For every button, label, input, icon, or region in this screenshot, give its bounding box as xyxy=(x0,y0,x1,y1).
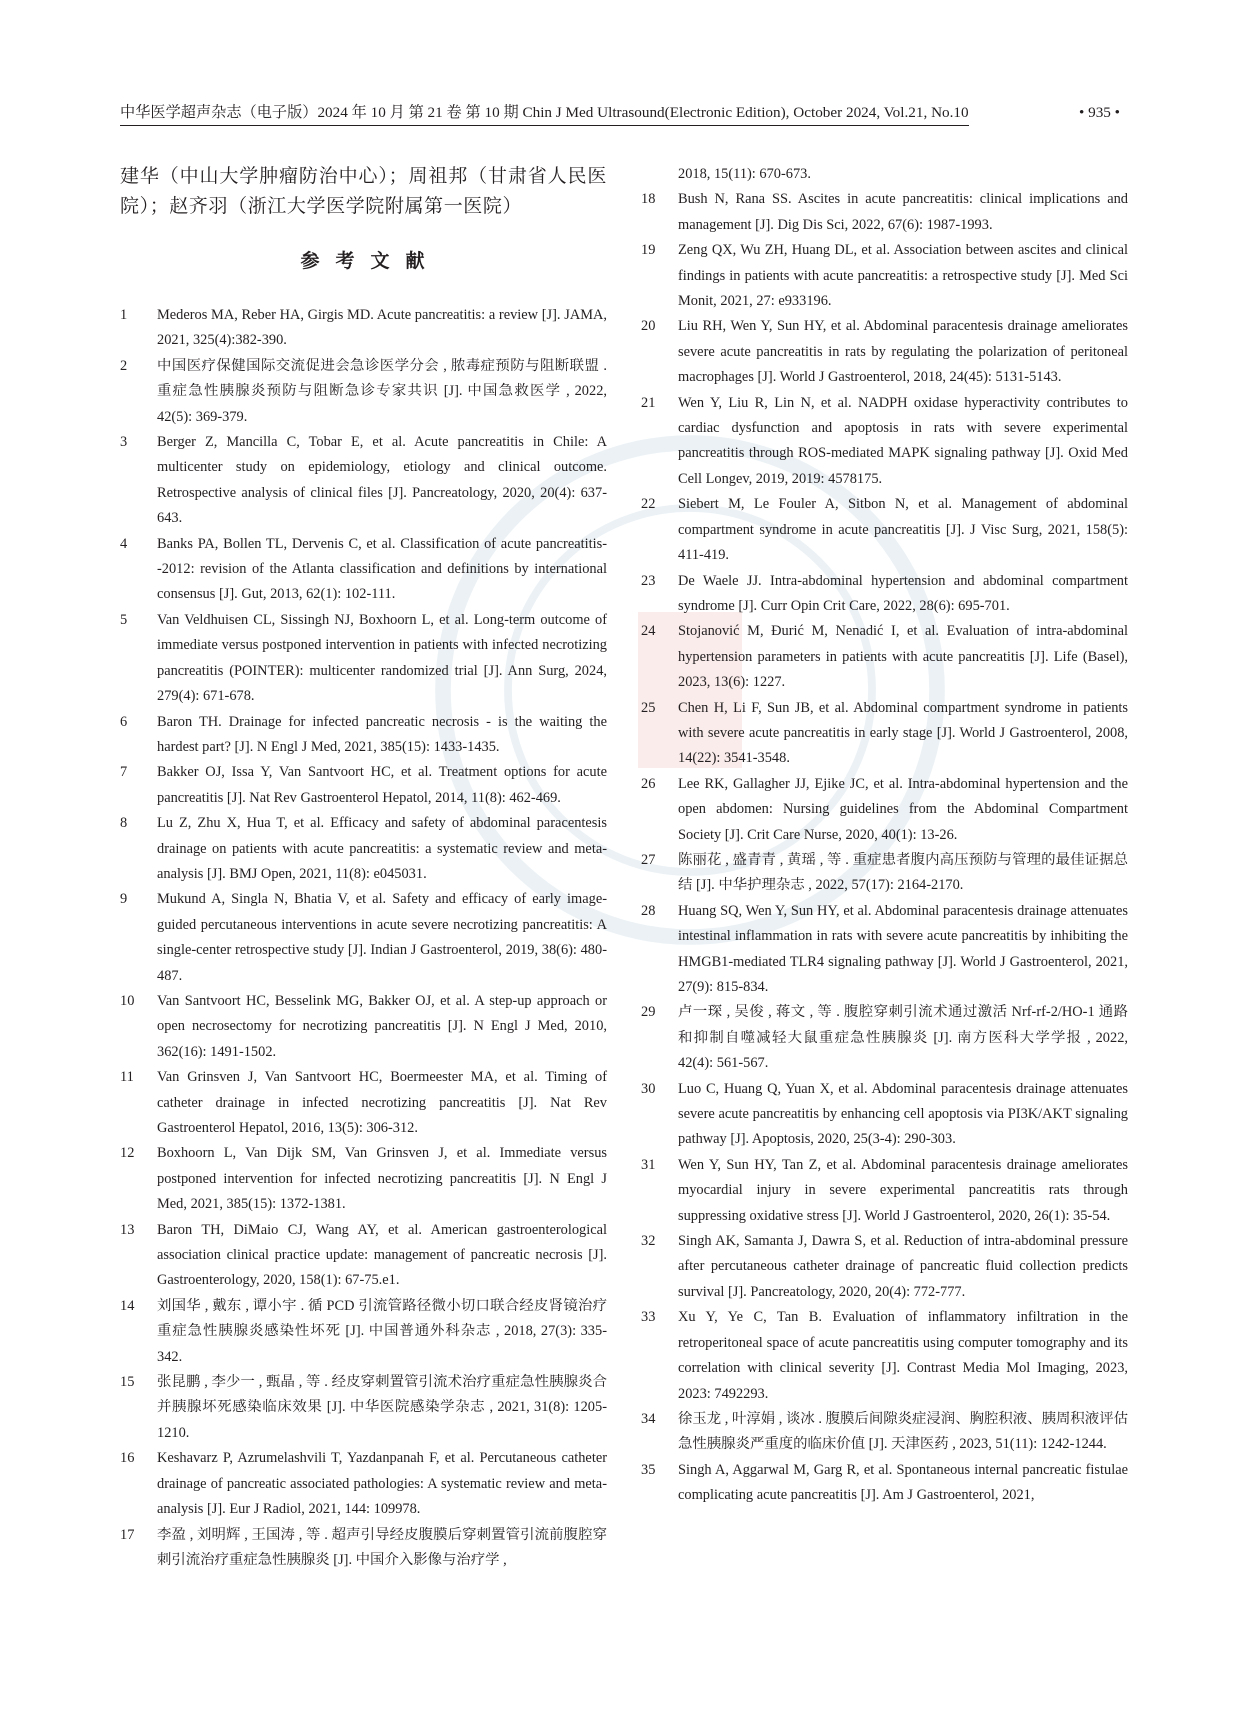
running-header xyxy=(120,103,1120,126)
reference-number: 22 xyxy=(641,496,656,513)
right-column xyxy=(641,162,1128,1509)
reference-item xyxy=(120,303,607,354)
reference-text: Keshavarz P, Azrumelashvili T, Yazdanpanah F, et al. Percutaneous catheter drainage of pancreatic associated pathologies: A systematic review and meta-analysis [J]. Eur J Radiol, 2021, 144: 109978. xyxy=(157,1450,607,1518)
reference-text: Liu RH, Wen Y, Sun HY, et al. Abdominal paracentesis drainage ameliorates severe acute pancreatitis in rats by regulating the polarization of peritoneal macrophages [J]. World J Gastroenterol, 2018, 24(45): 5131-5143. xyxy=(678,318,1128,386)
reference-item xyxy=(120,608,607,710)
reference-text: Bush N, Rana SS. Ascites in acute pancreatitis: clinical implications and management [J]. Dig Dis Sci, 2022, 67(6): 1987-1993. xyxy=(678,191,1128,233)
reference-item xyxy=(641,899,1128,1001)
reference-text: Wen Y, Liu R, Lin N, et al. NADPH oxidase hyperactivity contributes to cardiac dysfunction and apoptosis in rats with severe experimental pancreatitis through ROS-mediated MAPK signaling pathway [J]. Oxid Med Cell Longev, 2019, 2019: 4578175. xyxy=(678,394,1128,487)
reference-number: 20 xyxy=(641,318,656,335)
reference-list-right xyxy=(641,162,1128,1509)
reference-item xyxy=(120,1370,607,1446)
reference-item xyxy=(641,1153,1128,1229)
reference-item xyxy=(641,391,1128,493)
reference-number: 2 xyxy=(120,357,128,374)
reference-text: 李盈 , 刘明辉 , 王国涛 , 等 . 超声引导经皮腹膜后穿刺置管引流前腹腔穿刺引流治疗重症急性胰腺炎 [J]. 中国介入影像与治疗学 , xyxy=(157,1526,607,1568)
reference-number: 25 xyxy=(641,699,656,716)
reference-number: 30 xyxy=(641,1080,656,1097)
reference-number: 31 xyxy=(641,1156,656,1173)
reference-item xyxy=(120,760,607,811)
reference-list-left xyxy=(120,303,607,1573)
reference-text: Zeng QX, Wu ZH, Huang DL, et al. Association between ascites and clinical findings in patients with acute pancreatitis: a retrospective study [J]. Med Sci Monit, 2021, 27: e933196. xyxy=(678,242,1128,310)
reference-text: Baron TH, DiMaio CJ, Wang AY, et al. American gastroenterological association clinical practice update: management of pancreatic necrosis [J]. Gastroenterology, 2020, 158(1): 67-75.e1. xyxy=(157,1221,607,1289)
reference-number: 6 xyxy=(120,713,128,730)
journal-header: 中华医学超声杂志（电子版）2024 年 10 月 第 21 卷 第 10 期 Chin J Med Ultrasound(Electronic Edition), October 2024, Vol.21, No.10 xyxy=(120,103,969,126)
reference-item xyxy=(641,1229,1128,1305)
reference-number: 16 xyxy=(120,1450,135,1467)
reference-text: De Waele JJ. Intra-abdominal hypertension and abdominal compartment syndrome [J]. Curr Opin Crit Care, 2022, 28(6): 695-701. xyxy=(678,572,1128,614)
reference-text: 卢一琛 , 吴俊 , 蒋文 , 等 . 腹腔穿刺引流术通过激活 Nrf-rf-2/HO-1 通路和抑制自噬减轻大鼠重症急性胰腺炎 [J]. 南方医科大学学报 , 2022, 42(4): 561-567. xyxy=(678,1004,1128,1072)
page-number: • 935 • xyxy=(1078,104,1120,121)
reference-text: Van Santvoort HC, Besselink MG, Bakker OJ, et al. A step-up approach or open necrosectomy for necrotizing pancreatitis [J]. N Engl J Med, 2010, 362(16): 1491-1502. xyxy=(157,992,607,1060)
reference-item xyxy=(120,1065,607,1141)
reference-item xyxy=(641,187,1128,238)
reference-text: 张昆鹏 , 李少一 , 甄晶 , 等 . 经皮穿刺置管引流术治疗重症急性胰腺炎合并胰腺坏死感染临床效果 [J]. 中华医院感染学杂志 , 2021, 31(8): 1205-1210. xyxy=(157,1374,607,1441)
reference-number: 12 xyxy=(120,1145,135,1162)
reference-item xyxy=(120,887,607,989)
reference-item xyxy=(641,696,1128,772)
reference-text: 陈丽花 , 盛青青 , 黄瑶 , 等 . 重症患者腹内高压预防与管理的最佳证据总结 [J]. 中华护理杂志 , 2022, 57(17): 2164-2170. xyxy=(678,851,1128,894)
reference-item xyxy=(641,314,1128,390)
reference-number: 18 xyxy=(641,191,656,208)
reference-item xyxy=(120,1141,607,1217)
reference-text: Lu Z, Zhu X, Hua T, et al. Efficacy and safety of abdominal paracentesis drainage on patients with acute pancreatitis: a systematic review and meta-analysis [J]. BMJ Open, 2021, 11(8): e045031. xyxy=(157,815,607,882)
reference-item xyxy=(120,811,607,887)
reference-item xyxy=(641,1000,1128,1076)
reference-item xyxy=(120,1294,607,1370)
reference-number: 10 xyxy=(120,992,135,1009)
reference-item xyxy=(120,1446,607,1522)
reference-number: 15 xyxy=(120,1374,135,1391)
reference-text: 中国医疗保健国际交流促进会急诊医学分会 , 脓毒症预防与阻断联盟 . 重症急性胰腺炎预防与阻断急诊专家共识 [J]. 中国急救医学 , 2022, 42(5): 369-379. xyxy=(157,357,607,425)
reference-text: Siebert M, Le Fouler A, Sitbon N, et al. Management of abdominal compartment syndrome in acute pancreatitis [J]. J Visc Surg, 2021, 158(5): 411-419. xyxy=(678,496,1128,564)
reference-number: 1 xyxy=(120,307,128,323)
reference-item xyxy=(641,772,1128,848)
reference-text: Bakker OJ, Issa Y, Van Santvoort HC, et al. Treatment options for acute pancreatitis [J]. Nat Rev Gastroenterol Hepatol, 2014, 11(8): 462-469. xyxy=(157,764,607,806)
references-heading: 参考文献 xyxy=(300,251,441,272)
reference-number: 28 xyxy=(641,902,656,919)
reference-text: Huang SQ, Wen Y, Sun HY, et al. Abdominal paracentesis drainage attenuates intestinal inflammation in rats with severe acute pancreatitis by inhibiting the HMGB1-mediated TLR4 signaling pathway [J]. World J Gastroenterol, 2021, 27(9): 815-834. xyxy=(678,902,1128,995)
reference-item xyxy=(641,162,1128,187)
reference-text: Baron TH. Drainage for infected pancreatic necrosis - is the waiting the hardest part? [J]. N Engl J Med, 2021, 385(15): 1433-1435. xyxy=(157,713,607,755)
reference-number: 21 xyxy=(641,394,656,411)
reference-item xyxy=(120,989,607,1065)
reference-text: Lee RK, Gallagher JJ, Ejike JC, et al. Intra-abdominal hypertension and the open abdomen: Nursing guidelines from the Abdominal Compartment Society [J]. Crit Care Nurse, 2020, 40(1): 13-26. xyxy=(678,775,1128,843)
reference-item xyxy=(641,619,1128,695)
reference-text: Mukund A, Singla N, Bhatia V, et al. Safety and efficacy of early image-guided percutaneous interventions in acute severe necrotizing pancreatitis: A single-center retrospective study [J]. Indian J Gastroenterol, 2019, 38(6): 480-487. xyxy=(157,891,607,984)
reference-number: 34 xyxy=(641,1410,656,1427)
reference-item xyxy=(641,1458,1128,1509)
reference-text: Boxhoorn L, Van Dijk SM, Van Grinsven J, et al. Immediate versus postponed intervention for infected necrotizing pancreatitis [J]. N Engl J Med, 2021, 385(15): 1372-1381. xyxy=(157,1145,607,1213)
reference-number: 27 xyxy=(641,851,656,868)
reference-item xyxy=(641,569,1128,620)
reference-number: 13 xyxy=(120,1221,135,1238)
reference-number: 3 xyxy=(120,434,128,451)
reference-number: 19 xyxy=(641,242,656,259)
reference-number: 5 xyxy=(120,611,128,628)
reference-text: 2018, 15(11): 670-673. xyxy=(678,166,811,182)
reference-text: Xu Y, Ye C, Tan B. Evaluation of inflammatory infiltration in the retroperitoneal space of acute pancreatitis using computer tomography and its correlation with clinical severity [J]. Contrast Media Mol Imaging, 2023, 2023: 7492293. xyxy=(678,1309,1128,1402)
reference-number: 24 xyxy=(641,623,656,640)
reference-number: 32 xyxy=(641,1233,656,1250)
reference-item xyxy=(120,354,607,430)
reference-text: 刘国华 , 戴东 , 谭小宇 . 循 PCD 引流管路径微小切口联合经皮肾镜治疗重症急性胰腺炎感染性坏死 [J]. 中国普通外科杂志 , 2018, 27(3): 335-342. xyxy=(157,1297,607,1365)
reference-number: 26 xyxy=(641,775,656,792)
reference-text: Stojanović M, Đurić M, Nenadić I, et al. Evaluation of intra-abdominal hypertension parameters in patients with acute pancreatitis [J]. Life (Basel), 2023, 13(6): 1227. xyxy=(678,623,1128,691)
reference-item xyxy=(120,1523,607,1574)
reference-number: 9 xyxy=(120,891,128,908)
reference-number: 23 xyxy=(641,572,656,589)
reference-text: Van Grinsven J, Van Santvoort HC, Boermeester MA, et al. Timing of catheter drainage in infected necrotizing pancreatitis [J]. Nat Rev Gastroenterol Hepatol, 2016, 13(5): 306-312. xyxy=(157,1069,607,1136)
reference-number: 4 xyxy=(120,535,128,552)
reference-text: Chen H, Li F, Sun JB, et al. Abdominal compartment syndrome in patients with severe acute pancreatitis in early stage [J]. World J Gastroenterol, 2008, 14(22): 3541-3548. xyxy=(678,699,1128,767)
reference-text: Singh A, Aggarwal M, Garg R, et al. Spontaneous internal pancreatic fistulae complicating acute pancreatitis [J]. Am J Gastroenterol, 2021, xyxy=(678,1461,1128,1504)
reference-number: 8 xyxy=(120,815,128,832)
reference-item xyxy=(120,1218,607,1294)
reference-text: Luo C, Huang Q, Yuan X, et al. Abdominal paracentesis drainage attenuates severe acute pancreatitis by enhancing cell apoptosis via PI3K/AKT signaling pathway [J]. Apoptosis, 2020, 25(3-4): 290-303. xyxy=(678,1080,1128,1148)
reference-item xyxy=(641,1407,1128,1458)
reference-number: 7 xyxy=(120,764,128,781)
reference-text: Wen Y, Sun HY, Tan Z, et al. Abdominal paracentesis drainage ameliorates myocardial injury in severe experimental pancreatitis rats through suppressing oxidative stress [J]. World J Gastroenterol, 2020, 26(1): 35-54. xyxy=(678,1156,1128,1224)
acknowledgment-text: 建华（中山大学肿瘤防治中心）；周祖邦（甘肃省人民医院）；赵齐羽（浙江大学医学院附属第一医院） xyxy=(120,166,607,217)
reference-item xyxy=(120,430,607,532)
reference-item xyxy=(641,238,1128,314)
reference-number: 33 xyxy=(641,1309,656,1326)
reference-item xyxy=(641,848,1128,899)
reference-number: 14 xyxy=(120,1297,135,1314)
reference-text: Van Veldhuisen CL, Sissingh NJ, Boxhoorn L, et al. Long-term outcome of immediate versus postponed intervention in patients with infected necrotizing pancreatitis (POINTER): multicenter randomized trial [J]. Ann Surg, 2024, 279(4): 671-678. xyxy=(157,611,607,705)
left-column xyxy=(120,162,607,1573)
reference-item xyxy=(641,1077,1128,1153)
reference-text: Berger Z, Mancilla C, Tobar E, et al. Acute pancreatitis in Chile: A multicenter study on epidemiology, etiology and clinical outcome. Retrospective analysis of clinical files [J]. Pancreatology, 2020, 20(4): 637-643. xyxy=(157,434,607,527)
reference-number: 17 xyxy=(120,1526,135,1543)
reference-item xyxy=(641,492,1128,568)
reference-text: Banks PA, Bollen TL, Dervenis C, et al. Classification of acute pancreatitis--2012: revision of the Atlanta classification and definitions by international consensus [J]. Gut, 2013, 62(1): 102-111. xyxy=(157,535,607,603)
reference-item xyxy=(120,710,607,761)
reference-item xyxy=(120,532,607,608)
reference-number: 29 xyxy=(641,1004,656,1021)
reference-text: Singh AK, Samanta J, Dawra S, et al. Reduction of intra-abdominal pressure after percutaneous catheter drainage of pancreatic fluid collection predicts survival [J]. Pancreatology, 2020, 20(4): 772-777. xyxy=(678,1233,1128,1300)
reference-text: 徐玉龙 , 叶淳娟 , 谈冰 . 腹膜后间隙炎症浸润、胸腔积液、胰周积液评估急性胰腺炎严重度的临床价值 [J]. 天津医药 , 2023, 51(11): 1242-1244. xyxy=(678,1410,1128,1453)
reference-number: 11 xyxy=(120,1069,134,1086)
reference-item xyxy=(641,1305,1128,1407)
reference-number: 35 xyxy=(641,1461,656,1478)
reference-text: Mederos MA, Reber HA, Girgis MD. Acute pancreatitis: a review [J]. JAMA, 2021, 325(4):382-390. xyxy=(157,307,607,349)
